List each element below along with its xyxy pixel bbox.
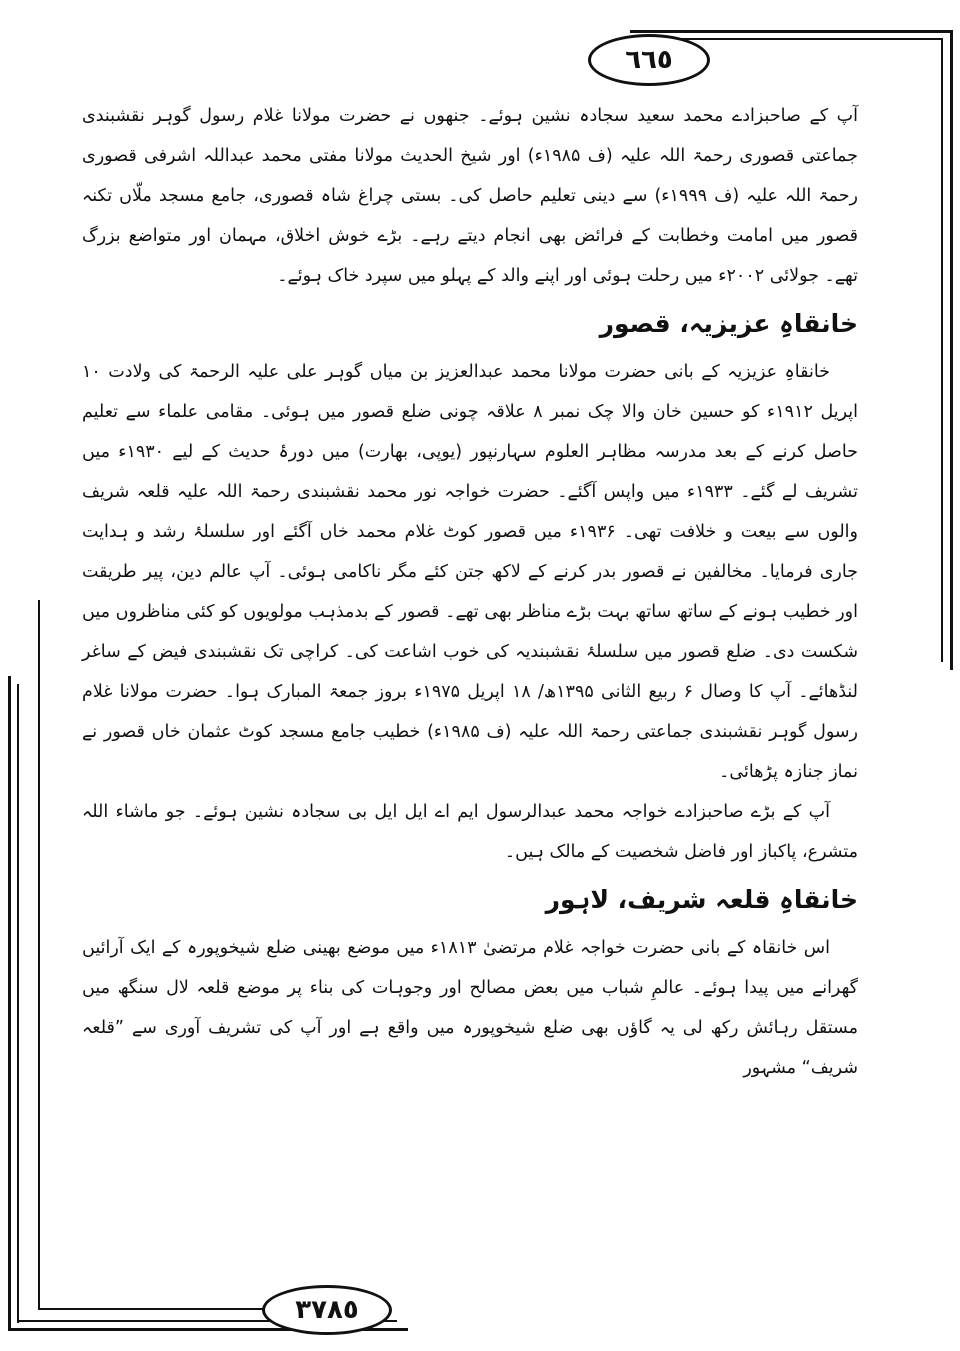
paragraph-sajjada-nashin: آپ کے صاحبزادے محمد سعید سجادہ نشین ہوئے۔ جنھوں نے حضرت مولانا غلام رسول گوہر نقشبندی جماعتی قصوری رحمۃ اللہ علیہ (ف ۱۹۸۵ء) اور شیخ الحدیث مولانا مفتی محمد عبداللہ اشرفی قصوری رحمۃ اللہ علیہ (ف ۱۹۹۹ء) سے دینی تعلیم حاصل کی۔ بستی چراغ شاہ قصوری، جامع مسجد ملّاں تکنہ قصور میں امامت وخطابت کے فرائض بھی انجام دیتے رہے۔ بڑے خوش اخلاق، مہمان اور متواضع بزرگ تھے۔ جولائی ۲۰۰۲ء میں رحلت ہوئی اور اپنے والد کے پہلو میں سپرد خاک ہوئے۔ [82, 106, 858, 286]
frame-left-inner [17, 684, 19, 1323]
frame-right-outer [950, 30, 953, 670]
paragraph-khanqah-qila-sharif: اس خانقاہ کے بانی حضرت خواجہ غلام مرتضیٰ ۱۸۱۳ء میں موضع بھینی ضلع شیخوپورہ کے ایک آرائیں گھرانے میں پیدا ہوئے۔ عالمِ شباب میں بعض مصالح اور وجوہات کی بناء پر موضع قلعہ لال سنگھ میں مستقل رہائش رکھ لی یہ گاؤں بھی ضلع شیخوپورہ میں واقع ہے اور آپ کی تشریف آوری سے ”قلعہ شریف“ مشہور [82, 938, 858, 1078]
heading-khanqah-qila-sharif: خانقاہِ قلعہ شریف، لاہور [545, 885, 858, 914]
frame-left-innermost [38, 600, 40, 1310]
header-page-number: ٦٦٥ [588, 34, 710, 86]
paragraph-elder-son: آپ کے بڑے صاحبزادے خواجہ محمد عبدالرسول ایم اے ایل ایل بی سجادہ نشین ہوئے۔ جو ماشاء اللہ متشرع، پاکباز اور فاضل شخصیت کے مالک ہیں۔ [82, 802, 858, 862]
frame-bottom-innermost [38, 1308, 268, 1310]
frame-right-inner [941, 38, 943, 662]
heading-khanqah-azizia: خانقاہِ عزیزیہ، قصور [599, 309, 858, 338]
footer-page-number: ٣٧٨٥ [262, 1285, 392, 1335]
frame-left-outer [8, 676, 11, 1331]
page-content [82, 96, 858, 1088]
frame-top-outer [630, 30, 953, 33]
paragraph-khanqah-azizia: خانقاہِ عزیزیہ کے بانی حضرت مولانا محمد عبدالعزیز بن میاں گوہر علی علیہ الرحمۃ کی ولادت ۱۰ اپریل ۱۹۱۲ء کو حسین خان والا چک نمبر ۸ علاقہ چونی ضلع قصور میں ہوئی۔ مقامی علماء سے تعلیم حاصل کرنے کے بعد مدرسہ مظاہر العلوم سہارنپور (یوپی، بھارت) میں دورۂ حدیث کے لیے ۱۹۳۰ء میں تشریف لے گئے۔ ۱۹۳۳ء میں واپس آگئے۔ حضرت خواجہ نور محمد نقشبندی رحمۃ اللہ علیہ قلعہ شریف والوں سے بیعت و خلافت تھی۔ ۱۹۳۶ء میں قصور کوٹ غلام محمد خاں آگئے اور سلسلۂ رشد و ہدایت جاری فرمایا۔ مخالفین نے قصور بدر کرنے کے لاکھ جتن کئے مگر ناکامی ہوئی۔ آپ عالم دین، پیر طریقت اور خطیب ہونے کے ساتھ ساتھ بہت بڑے مناظر بھی تھے۔ قصور کے بدمذہب مولویوں کو کئی مناظروں میں شکست دی۔ ضلع قصور میں سلسلۂ نقشبندیہ کی خوب اشاعت کی۔ کراچی تک نقشبندی فیض کے ساغر لنڈھائے۔ آپ کا وصال ۶ ربیع الثانی ۱۳۹۵ھ/ ۱۸ اپریل ۱۹۷۵ء بروز جمعۃ المبارک ہوا۔ حضرت مولانا غلام رسول گوہر نقشبندی جماعتی رحمۃ اللہ علیہ (ف ۱۹۸۵ء) خطیب جامع مسجد کوٹ عثمان خاں قصور نے نماز جنازہ پڑھائی۔ [82, 362, 858, 782]
